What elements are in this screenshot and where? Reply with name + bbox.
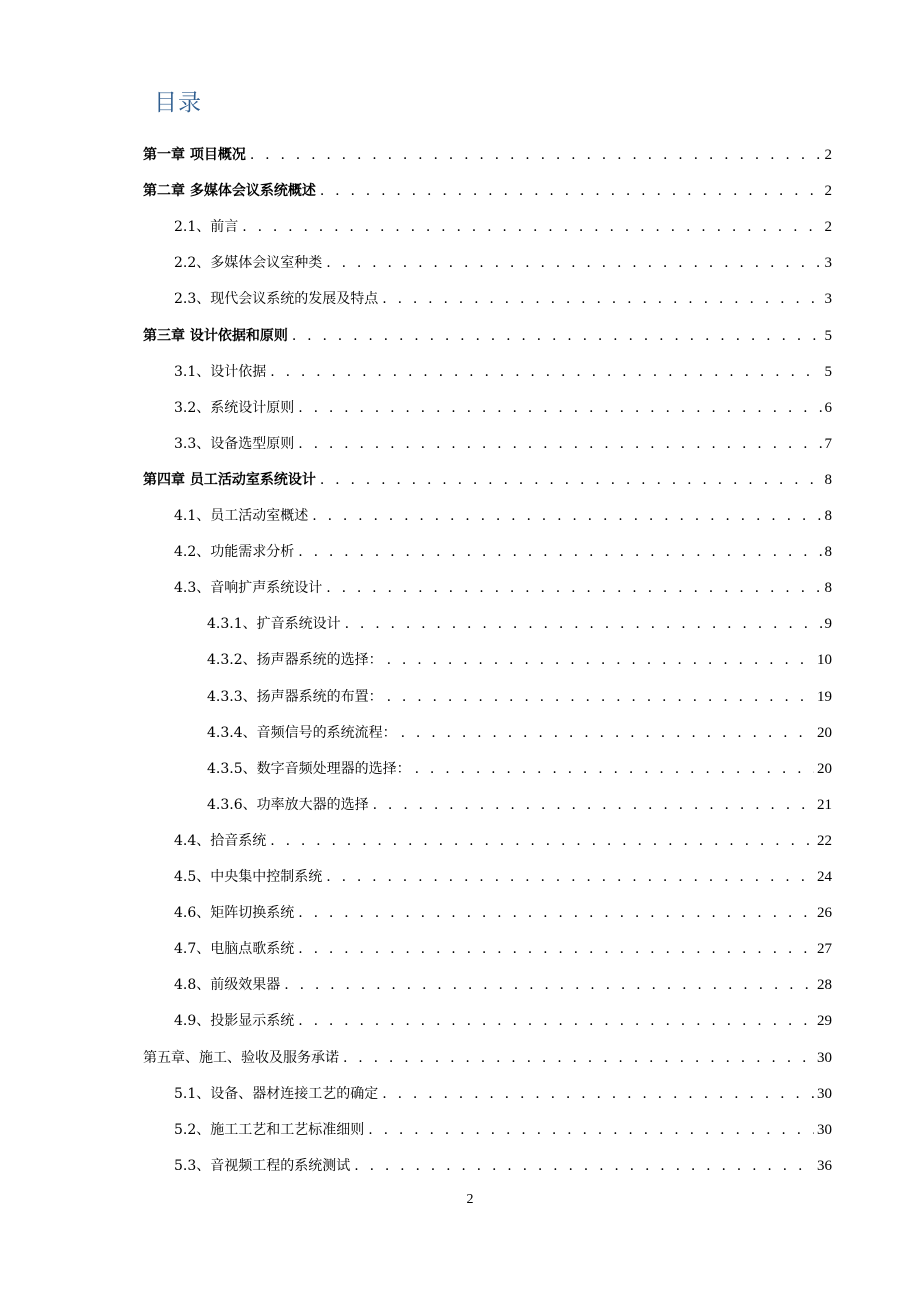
toc-entry-title: 4.5、中央集中控制系统 xyxy=(174,869,323,885)
toc-dot-leader xyxy=(270,829,814,853)
toc-entry-title: 2.3、现代会议系统的发展及特点 xyxy=(174,291,379,307)
toc-dot-leader xyxy=(270,360,821,384)
toc-entry[interactable] xyxy=(143,468,832,492)
toc-entry[interactable] xyxy=(174,901,832,925)
toc-entry-title: 第三章 设计依据和原则 xyxy=(143,328,288,344)
toc-entry[interactable] xyxy=(174,576,832,600)
toc-entry-title: 4.3.1、扩音系统设计 xyxy=(207,616,341,632)
toc-dot-leader xyxy=(382,287,821,311)
toc-dot-leader xyxy=(354,1154,814,1178)
toc-entry[interactable] xyxy=(174,829,832,853)
toc-entry-page: 30 xyxy=(817,1050,832,1066)
toc-entry-title: 4.1、员工活动室概述 xyxy=(174,508,309,524)
toc-entry-title: 2.2、多媒体会议室种类 xyxy=(174,255,323,271)
toc-title: 目录 xyxy=(154,90,202,116)
toc-entry-page: 30 xyxy=(817,1122,832,1138)
toc-entry-page: 2 xyxy=(824,219,832,235)
toc-entry-page: 5 xyxy=(824,328,832,344)
toc-entry-page: 27 xyxy=(817,941,832,957)
toc-dot-leader xyxy=(415,757,814,781)
toc-entry[interactable] xyxy=(174,251,832,275)
toc-dot-leader xyxy=(401,721,814,745)
toc-entry-title: 4.9、投影显示系统 xyxy=(174,1013,295,1029)
toc-entry-page: 8 xyxy=(824,508,832,524)
toc-dot-leader xyxy=(343,1046,814,1070)
toc-entry[interactable] xyxy=(174,1154,832,1178)
toc-entry-title: 3.1、设计依据 xyxy=(174,364,267,380)
toc-entry-title: 4.3.5、数字音频处理器的选择： xyxy=(207,761,411,777)
toc-dot-leader xyxy=(368,1118,814,1142)
toc-dot-leader xyxy=(298,1009,814,1033)
toc-entry[interactable] xyxy=(174,937,832,961)
toc-entry-page: 6 xyxy=(824,400,832,416)
toc-entry-page: 8 xyxy=(824,472,832,488)
toc-entry-page: 8 xyxy=(824,580,832,596)
toc-entry-page: 8 xyxy=(824,544,832,560)
toc-entry-page: 29 xyxy=(817,1013,832,1029)
toc-entry-page: 22 xyxy=(817,833,832,849)
toc-entry[interactable] xyxy=(174,504,832,528)
toc-entry-title: 4.8、前级效果器 xyxy=(174,977,281,993)
toc-entry-title: 4.3.3、扬声器系统的布置： xyxy=(207,689,383,705)
toc-entry-title: 4.4、拾音系统 xyxy=(174,833,267,849)
toc-dot-leader xyxy=(298,432,821,456)
toc-dot-leader xyxy=(250,143,822,167)
toc-dot-leader xyxy=(387,685,814,709)
toc-dot-leader xyxy=(326,576,821,600)
toc-entry-page: 10 xyxy=(817,652,832,668)
toc-dot-leader xyxy=(298,901,814,925)
toc-dot-leader xyxy=(326,251,821,275)
toc-dot-leader xyxy=(298,396,821,420)
toc-entry[interactable] xyxy=(174,540,832,564)
toc-entry-title: 3.3、设备选型原则 xyxy=(174,436,295,452)
toc-entry[interactable] xyxy=(174,287,832,311)
toc-entry[interactable] xyxy=(174,973,832,997)
toc-entry[interactable] xyxy=(207,721,832,745)
toc-entry[interactable] xyxy=(207,612,832,636)
toc-entry[interactable] xyxy=(143,1046,832,1070)
toc-entry[interactable] xyxy=(207,648,832,672)
toc-dot-leader xyxy=(292,324,822,348)
toc-entry-title: 2.1、前言 xyxy=(174,219,239,235)
toc-entry-title: 第二章 多媒体会议系统概述 xyxy=(143,183,316,199)
toc-entry-title: 4.2、功能需求分析 xyxy=(174,544,295,560)
toc-entry-title: 5.1、设备、器材连接工艺的确定 xyxy=(174,1086,379,1102)
toc-entry-page: 2 xyxy=(824,183,832,199)
toc-entry-page: 20 xyxy=(817,761,832,777)
toc-entry-page: 7 xyxy=(824,436,832,452)
toc-entry-title: 4.3、音响扩声系统设计 xyxy=(174,580,323,596)
toc-entry-page: 28 xyxy=(817,977,832,993)
toc-entry-page: 5 xyxy=(824,364,832,380)
toc-entry[interactable] xyxy=(174,1082,832,1106)
toc-entry[interactable] xyxy=(174,432,832,456)
toc-entry[interactable] xyxy=(207,685,832,709)
toc-entry[interactable] xyxy=(174,396,832,420)
toc-entry-title: 3.2、系统设计原则 xyxy=(174,400,295,416)
toc-entry-page: 36 xyxy=(817,1158,832,1174)
toc-dot-leader xyxy=(298,937,814,961)
toc-entry[interactable] xyxy=(207,757,832,781)
toc-entry[interactable] xyxy=(174,865,832,889)
toc-entry[interactable] xyxy=(174,1009,832,1033)
toc-entry[interactable] xyxy=(174,215,832,239)
toc-entry-page: 19 xyxy=(817,689,832,705)
toc-entry-page: 26 xyxy=(817,905,832,921)
toc-entry-page: 3 xyxy=(824,291,832,307)
toc-dot-leader xyxy=(320,179,822,203)
toc-dot-leader xyxy=(382,1082,814,1106)
toc-dot-leader xyxy=(242,215,821,239)
toc-entry-page: 21 xyxy=(817,797,832,813)
toc-entry-title: 4.3.2、扬声器系统的选择： xyxy=(207,652,383,668)
toc-dot-leader xyxy=(320,468,822,492)
toc-entry[interactable] xyxy=(174,360,832,384)
toc-entry-page: 2 xyxy=(824,147,832,163)
toc-entry[interactable] xyxy=(143,143,832,167)
toc-dot-leader xyxy=(298,540,821,564)
toc-entry[interactable] xyxy=(207,793,832,817)
toc-dot-leader xyxy=(326,865,814,889)
toc-dot-leader xyxy=(312,504,821,528)
toc-entry-title: 5.2、施工工艺和工艺标准细则 xyxy=(174,1122,365,1138)
toc-dot-leader xyxy=(373,793,814,817)
toc-entry-title: 4.3.6、功率放大器的选择 xyxy=(207,797,369,813)
toc-entry-page: 20 xyxy=(817,725,832,741)
toc-entry-title: 4.7、电脑点歌系统 xyxy=(174,941,295,957)
toc-entry-page: 24 xyxy=(817,869,832,885)
toc-dot-leader xyxy=(387,648,814,672)
toc-entry-title: 第一章 项目概况 xyxy=(143,147,246,163)
toc-dot-leader xyxy=(345,612,822,636)
toc-entry-page: 9 xyxy=(824,616,832,632)
toc-entry[interactable] xyxy=(174,1118,832,1142)
toc-entry[interactable] xyxy=(143,179,832,203)
page-number: 2 xyxy=(466,1192,474,1207)
toc-entry-title: 5.3、音视频工程的系统测试 xyxy=(174,1158,351,1174)
toc-entry-title: 第四章 员工活动室系统设计 xyxy=(143,472,316,488)
toc-entry-title: 4.6、矩阵切换系统 xyxy=(174,905,295,921)
toc-entry[interactable] xyxy=(143,324,832,348)
toc-entry-title: 第五章、施工、验收及服务承诺 xyxy=(143,1050,339,1066)
toc-entry-page: 3 xyxy=(824,255,832,271)
toc-dot-leader xyxy=(284,973,814,997)
toc-entry-title: 4.3.4、音频信号的系统流程： xyxy=(207,725,397,741)
toc-entry-page: 30 xyxy=(817,1086,832,1102)
